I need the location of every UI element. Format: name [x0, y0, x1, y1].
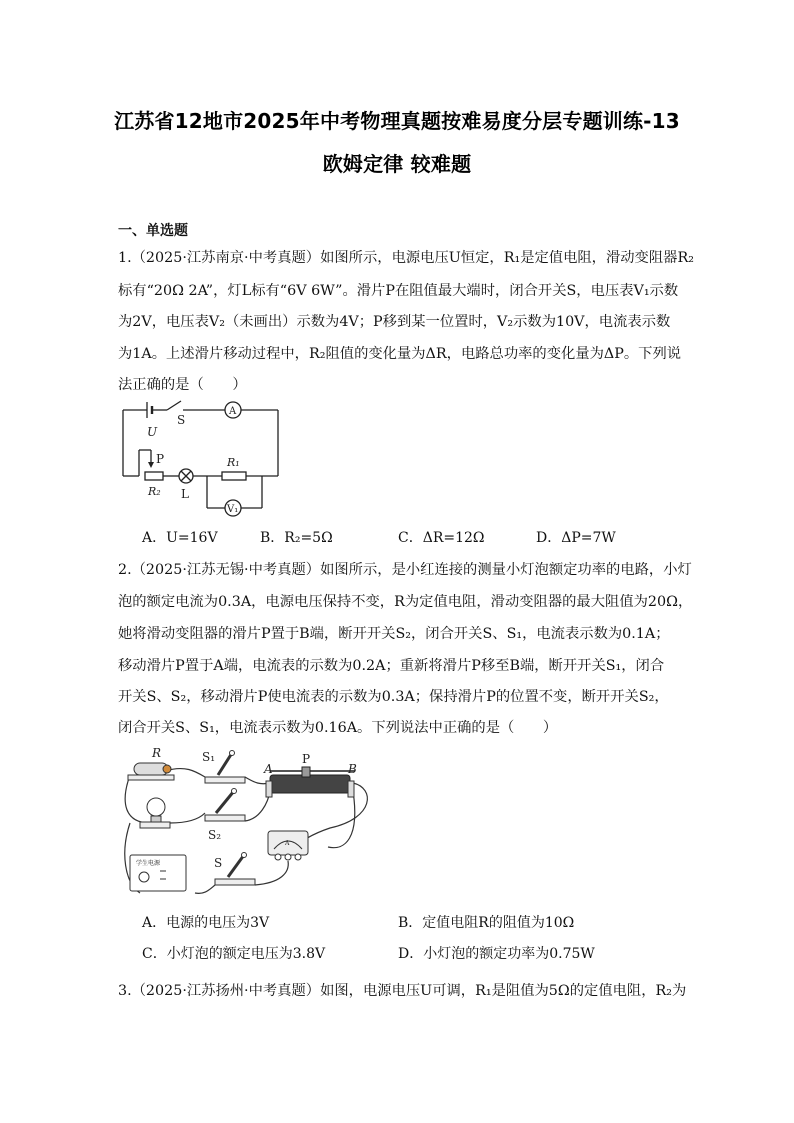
page-title-line-2: 欧姆定律 较难题 [322, 152, 472, 176]
q1-option-b[interactable]: B．R₂=5Ω [260, 530, 333, 546]
q2-option-b[interactable]: B．定值电阻R的阻值为10Ω [398, 915, 575, 931]
q1-line-5: 法正确的是（ ） [118, 377, 247, 393]
label-p: P [302, 752, 311, 766]
label-s1: S₁ [202, 750, 216, 764]
label-r2: R₂ [148, 485, 161, 498]
q2-line-6: 闭合开关S、S₁，电流表示数为0.16A。下列说法中正确的是（ ） [118, 720, 558, 736]
fixed-resistor-r [128, 763, 174, 780]
label-l: L [181, 487, 189, 501]
q2-option-c[interactable]: C．小灯泡的额定电压为3.8V [142, 946, 326, 962]
label-a: A [264, 762, 273, 776]
switch-s2 [205, 789, 245, 822]
q2-line-1: 2.（2025·江苏无锡·中考真题）如图所示，是小红连接的测量小灯泡额定功率的电路，小灯 [118, 562, 692, 578]
q2-option-d[interactable]: D．小灯泡的额定功率为0.75W [398, 946, 595, 962]
label-r: R [152, 746, 162, 760]
q2-line-2: 泡的额定电流为0.3A，电源电压保持不变，R为定值电阻，滑动变阻器的最大阻值为20Ω， [118, 594, 693, 610]
label-ammeter: A [285, 840, 290, 847]
q1-line-3: 为2V，电压表V₂（未画出）示数为4V；P移到某一位置时，V₂示数为10V，电流表示数 [118, 314, 671, 330]
label-v1: V₁ [227, 504, 239, 515]
q2-option-a[interactable]: A．电源的电压为3V [142, 915, 270, 931]
q3-line-1: 3.（2025·江苏扬州·中考真题）如图，电源电压U可调，R₁是阻值为5Ω的定值电阻，R₂为 [118, 983, 687, 999]
label-s: S [177, 413, 186, 427]
q2-line-5: 开关S、S₂，移动滑片P使电流表的示数为0.3A；保持滑片P的位置不变，断开开关S₂， [118, 689, 669, 705]
label-p: P [156, 452, 165, 466]
label-u: U [147, 425, 158, 439]
label-a: A [229, 406, 237, 417]
q1-circuit-diagram [115, 398, 295, 523]
label-s: S [214, 856, 223, 870]
q2-line-3: 她将滑动变阻器的滑片P置于B端，断开开关S₂，闭合开关S、S₁，电流表示数为0.1A； [118, 626, 670, 642]
slider-p-arrow [148, 462, 154, 468]
rheostat-r2 [145, 472, 163, 480]
label-power-box: 学生电源 [136, 860, 161, 867]
q2-physical-circuit-picture [120, 743, 380, 901]
switch-s-blade [167, 401, 181, 410]
resistor-r1 [222, 472, 246, 480]
page-title-line-1: 江苏省12地市2025年中考物理真题按难易度分层专题训练-13 [114, 109, 680, 133]
q1-option-d[interactable]: D．ΔP=7W [536, 530, 616, 546]
label-b: B [348, 762, 357, 776]
sliding-rheostat [266, 767, 355, 797]
q1-line-2: 标有“20Ω 2A”，灯L标有“6V 6W”。滑片P在阻值最大端时，闭合开关S，电压表V₁示数 [118, 283, 679, 299]
q1-line-1: 1.（2025·江苏南京·中考真题）如图所示，电源电压U恒定，R₁是定值电阻，滑动变阻器R₂ [118, 250, 694, 266]
label-s2: S₂ [208, 828, 222, 842]
section-heading: 一、单选题 [118, 223, 188, 239]
light-bulb [140, 798, 170, 828]
q2-line-4: 移动滑片P置于A端，电流表的示数为0.2A；重新将滑片P移至B端，断开开关S₁，闭合 [118, 658, 665, 674]
q1-line-4: 为1A。上述滑片移动过程中，R₂阻值的变化量为ΔR，电路总功率的变化量为ΔP。下列说 [118, 346, 682, 362]
q1-option-c[interactable]: C．ΔR=12Ω [398, 530, 485, 546]
label-r1: R₁ [227, 456, 240, 469]
q1-option-a[interactable]: A．U=16V [142, 530, 218, 546]
